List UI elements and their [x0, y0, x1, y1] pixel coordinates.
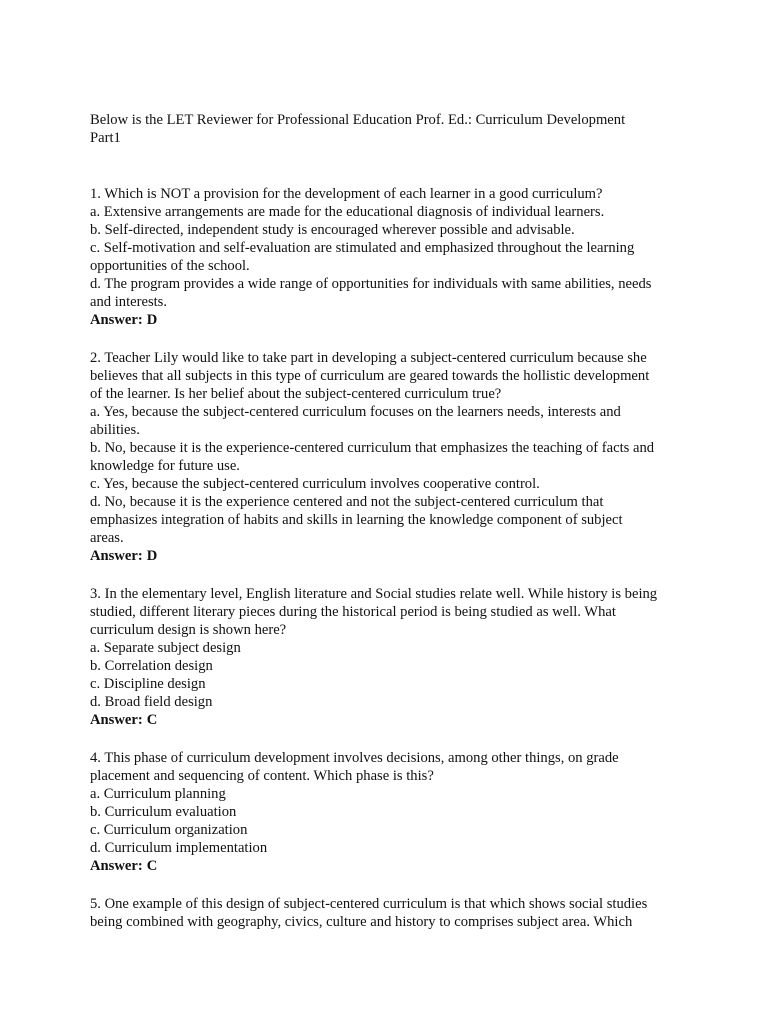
option-d: d. Curriculum implementation — [90, 840, 268, 856]
document-page — [90, 111, 666, 951]
option-c: c. Curriculum organization — [90, 822, 248, 838]
option-a: a. Yes, because the subject-centered curriculum focuses on the learners needs, interests and abilities. — [90, 404, 621, 438]
answer-value: C — [146, 712, 158, 728]
question-5 — [90, 895, 666, 931]
question-text: 4. This phase of curriculum development involves decisions, among other things, on grade placement and sequencing of content. Which phase is this? — [90, 750, 619, 784]
question-text: 3. In the elementary level, English literature and Social studies relate well. While history is being studied, different literary pieces during the historical period is being studied as well. What curriculum design is shown here? — [90, 586, 658, 638]
answer-value: C — [146, 858, 158, 874]
option-b: b. No, because it is the experience-centered curriculum that emphasizes the teaching of facts and knowledge for future use. — [90, 440, 655, 474]
option-c: c. Discipline design — [90, 676, 206, 692]
option-d: d. Broad field design — [90, 694, 213, 710]
question-2 — [90, 349, 666, 565]
question-text: 2. Teacher Lily would like to take part in developing a subject-centered curriculum because she believes that all subjects in this type of curriculum are geared towards the hollistic development of the learner. Is her belief about the subject-centered curriculum true? — [90, 350, 650, 402]
document-intro: Below is the LET Reviewer for Professional Education Prof. Ed.: Curriculum Development Part1 — [90, 112, 626, 146]
answer-value: D — [146, 312, 158, 328]
option-a: a. Curriculum planning — [90, 786, 226, 802]
answer-label: Answer: — [90, 712, 143, 728]
option-a: a. Extensive arrangements are made for the educational diagnosis of individual learners. — [90, 204, 605, 220]
question-text: 1. Which is NOT a provision for the development of each learner in a good curriculum? — [90, 186, 603, 202]
answer — [90, 311, 666, 329]
option-a: a. Separate subject design — [90, 640, 241, 656]
option-d: d. No, because it is the experience centered and not the subject-centered curriculum that emphasizes integration of habits and skills in learning the knowledge component of subject areas. — [90, 494, 623, 546]
answer-label: Answer: — [90, 312, 143, 328]
option-b: b. Curriculum evaluation — [90, 804, 237, 820]
answer — [90, 711, 666, 729]
answer — [90, 547, 666, 565]
option-c: c. Yes, because the subject-centered curriculum involves cooperative control. — [90, 476, 540, 492]
option-b: b. Self-directed, independent study is encouraged wherever possible and advisable. — [90, 222, 575, 238]
option-c: c. Self-motivation and self-evaluation are stimulated and emphasized throughout the learning opportunities of the school. — [90, 240, 635, 274]
question-text: 5. One example of this design of subject-centered curriculum is that which shows social studies being combined with geography, civics, culture and history to comprises subject area. Which — [90, 896, 648, 930]
question-1 — [90, 185, 666, 329]
answer — [90, 857, 666, 875]
question-3 — [90, 585, 666, 729]
answer-label: Answer: — [90, 548, 143, 564]
answer-value: D — [146, 548, 158, 564]
option-d: d. The program provides a wide range of opportunities for individuals with same abilities, needs and interests. — [90, 276, 652, 310]
option-b: b. Correlation design — [90, 658, 213, 674]
answer-label: Answer: — [90, 858, 143, 874]
question-4 — [90, 749, 666, 875]
